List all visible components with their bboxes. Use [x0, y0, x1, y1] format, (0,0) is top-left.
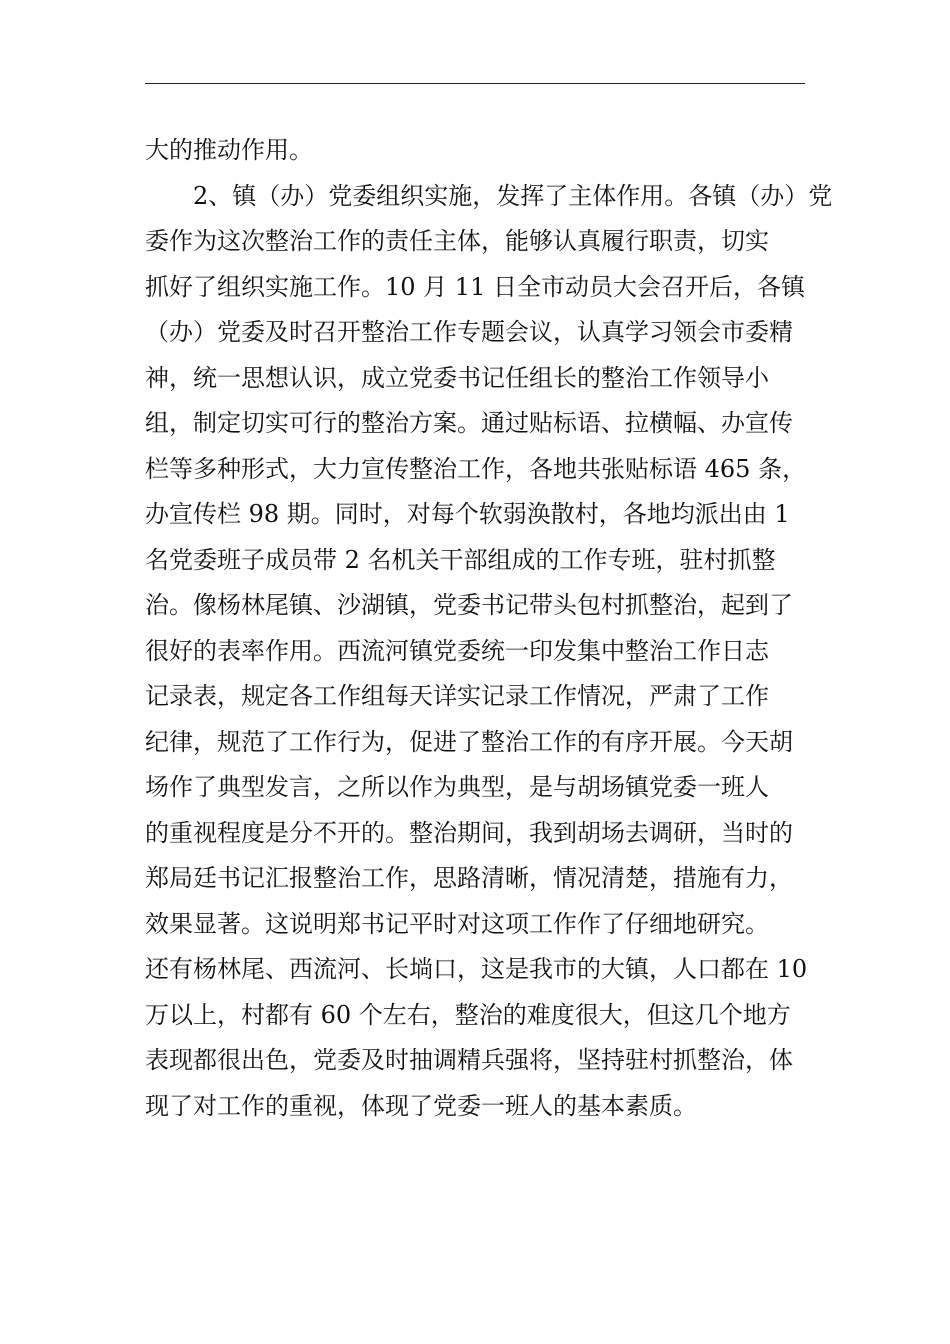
- text-line: 郑局廷书记汇报整治工作，思路清晰，情况清楚，措施有力，: [145, 864, 793, 892]
- text-line: 2、镇（办）党委组织实施，发挥了主体作用。各镇（办）党: [145, 181, 833, 210]
- text-line: 抓好了组织实施工作。10 月 11 日全市动员大会召开后，各镇: [145, 272, 805, 301]
- text-line: 现了对工作的重视，体现了党委一班人的基本素质。: [145, 1091, 697, 1120]
- text-line: 组，制定切实可行的整治方案。通过贴标语、拉横幅、办宣传: [145, 409, 793, 437]
- text-line: 大的推动作用。: [145, 136, 313, 164]
- text-line: 委作为这次整治工作的责任主体，能够认真履行职责，切实: [145, 227, 769, 255]
- text-line: 很好的表率作用。西流河镇党委统一印发集中整治工作日志: [145, 636, 769, 665]
- text-line: 表现都很出色，党委及时抽调精兵强将，坚持驻村抓整治，体: [145, 1046, 793, 1074]
- text-line: 记录表，规定各工作组每天详实记录工作情况，严肃了工作: [145, 682, 769, 710]
- text-line: 治。像杨林尾镇、沙湖镇，党委书记带头包村抓整治，起到了: [145, 591, 793, 619]
- body-text: [145, 128, 833, 1129]
- text-line: 效果显著。这说明郑书记平时对这项工作作了仔细地研究。: [145, 909, 769, 938]
- text-line: 的重视程度是分不开的。整治期间，我到胡场去调研，当时的: [145, 818, 793, 847]
- text-line: 还有杨林尾、西流河、长埫口，这是我市的大镇，人口都在 10: [145, 955, 808, 983]
- header-rule: [145, 83, 805, 84]
- text-line: 名党委班子成员带 2 名机关干部组成的工作专班，驻村抓整: [145, 545, 776, 574]
- text-line: 纪律，规范了工作行为，促进了整治工作的有序开展。今天胡: [145, 727, 793, 756]
- text-line: 万以上，村都有 60 个左右，整治的难度很大，但这几个地方: [145, 1000, 791, 1029]
- text-line: 办宣传栏 98 期。同时，对每个软弱涣散村，各地均派出由 1: [145, 500, 790, 528]
- text-line: 神，统一思想认识，成立党委书记任组长的整治工作领导小: [145, 363, 769, 392]
- text-line: （办）党委及时召开整治工作专题会议，认真学习领会市委精: [145, 318, 793, 346]
- text-line: 栏等多种形式，大力宣传整治工作，各地共张贴标语 465 条，: [145, 454, 807, 483]
- text-line: 场作了典型发言，之所以作为典型，是与胡场镇党委一班人: [145, 773, 769, 801]
